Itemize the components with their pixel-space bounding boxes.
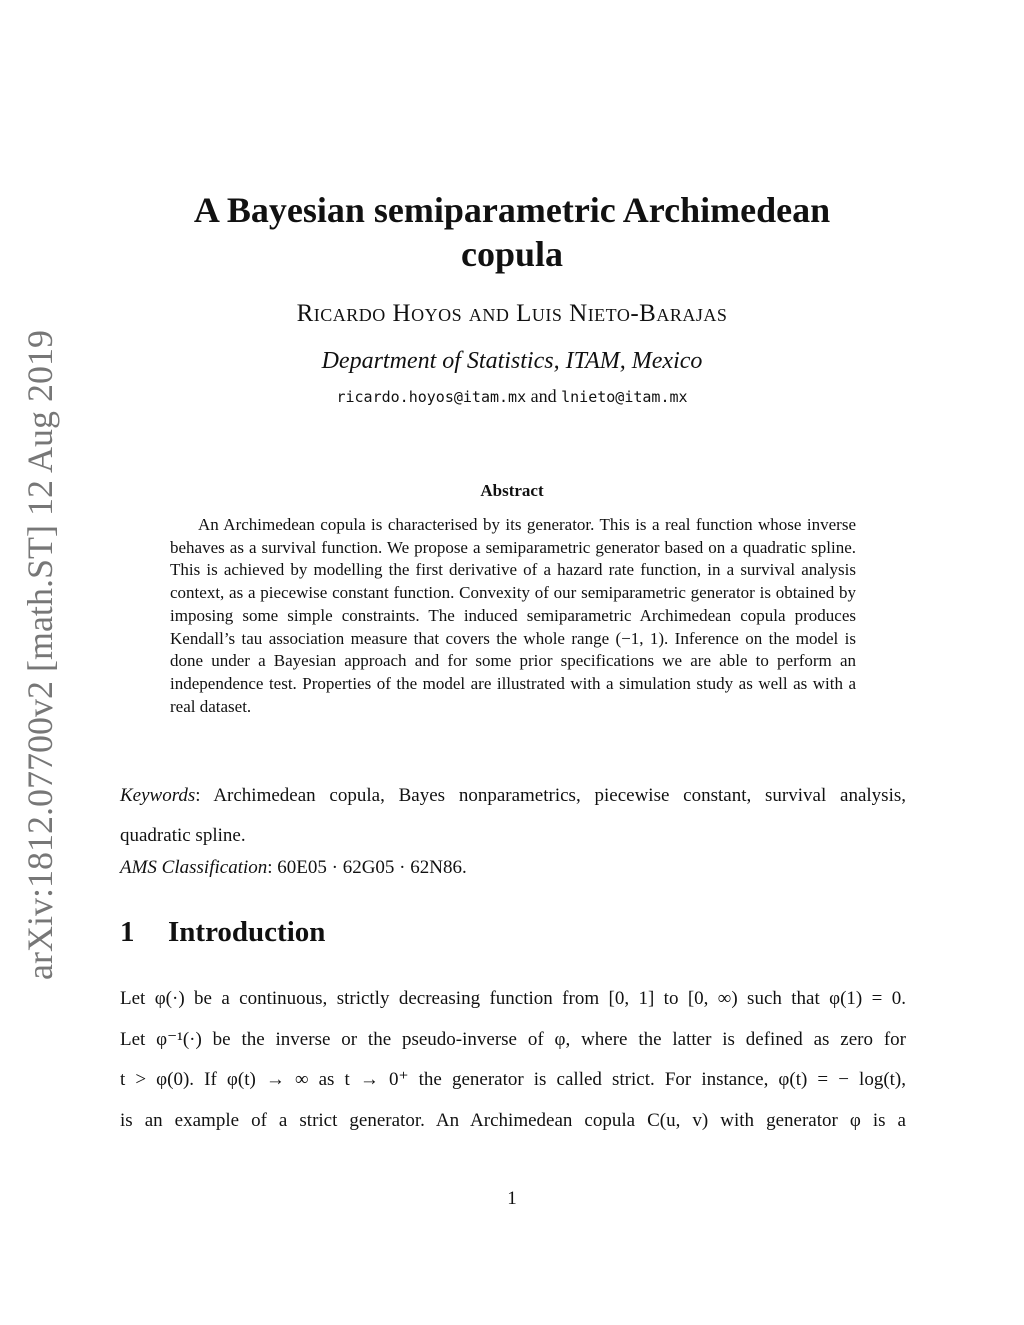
paper-title <box>150 188 874 276</box>
paper-title-line-2: copula <box>460 234 564 274</box>
intro-line: is an example of a strict generator. An Archimedean copula C(u, v) with generator φ is a <box>120 1109 906 1131</box>
keywords-label: Keywords <box>120 785 196 806</box>
ams-classification-label: AMS Classification <box>120 857 268 878</box>
introduction-paragraph <box>120 979 906 1141</box>
keywords-paragraph <box>120 776 906 856</box>
author-list: Ricardo Hoyos and Luis Nieto-Barajas <box>296 300 728 327</box>
email-first-author[interactable]: ricardo.hoyos@itam.mx <box>336 388 527 406</box>
intro-line: t > φ(0). If φ(t) → ∞ as t → 0⁺ the generator is called strict. For instance, φ(t) = − log(t), <box>120 1069 906 1090</box>
author-emails <box>150 386 874 407</box>
intro-line: Let φ⁻¹(·) be the inverse or the pseudo-inverse of φ, where the latter is defined as zero for <box>120 1028 906 1050</box>
email-connector: and <box>530 386 557 406</box>
ams-classification-text: : 60E05 · 62G05 · 62N86. <box>267 857 467 878</box>
arxiv-identifier-watermark: arXiv:1812.07700v2 [math.ST] 12 Aug 2019 <box>20 330 60 980</box>
section-title: Introduction <box>168 916 326 948</box>
page-number: 1 <box>507 1188 517 1209</box>
affiliation: Department of Statistics, ITAM, Mexico <box>321 348 703 374</box>
keywords-text: : Archimedean copula, Bayes nonparametrics, piecewise constant, survival analysis, quadratic spline. <box>120 785 906 846</box>
email-second-author[interactable]: lnieto@itam.mx <box>561 388 688 406</box>
abstract-heading: Abstract <box>480 481 544 500</box>
section-heading-introduction <box>120 912 906 952</box>
intro-line: Let φ(·) be a continuous, strictly decreasing function from [0, 1] to [0, ∞) such that φ(1) = 0. <box>120 988 906 1009</box>
abstract-text: An Archimedean copula is characterised by its generator. This is a real function whose inverse behaves as a survival function. We propose a semiparametric generator based on a quadratic spline. This is achieved by modelling the first derivative of a hazard rate function, in a survival analysis context, as a piecewise constant function. Convexity of our semiparametric generator is obtained by imposing some simple constraints. The induced semiparametric Archimedean copula produces Kendall’s tau association measure that covers the whole range (−1, 1). Inference on the model is done under a Bayesian approach and for some prior specifications we are able to perform an independence test. Properties of the model are illustrated with a simulation study as well as with a real dataset. <box>170 515 856 716</box>
section-number: 1 <box>120 916 135 948</box>
ams-classification-paragraph <box>120 854 906 882</box>
paper-title-line-1: A Bayesian semiparametric Archimedean <box>193 190 831 230</box>
